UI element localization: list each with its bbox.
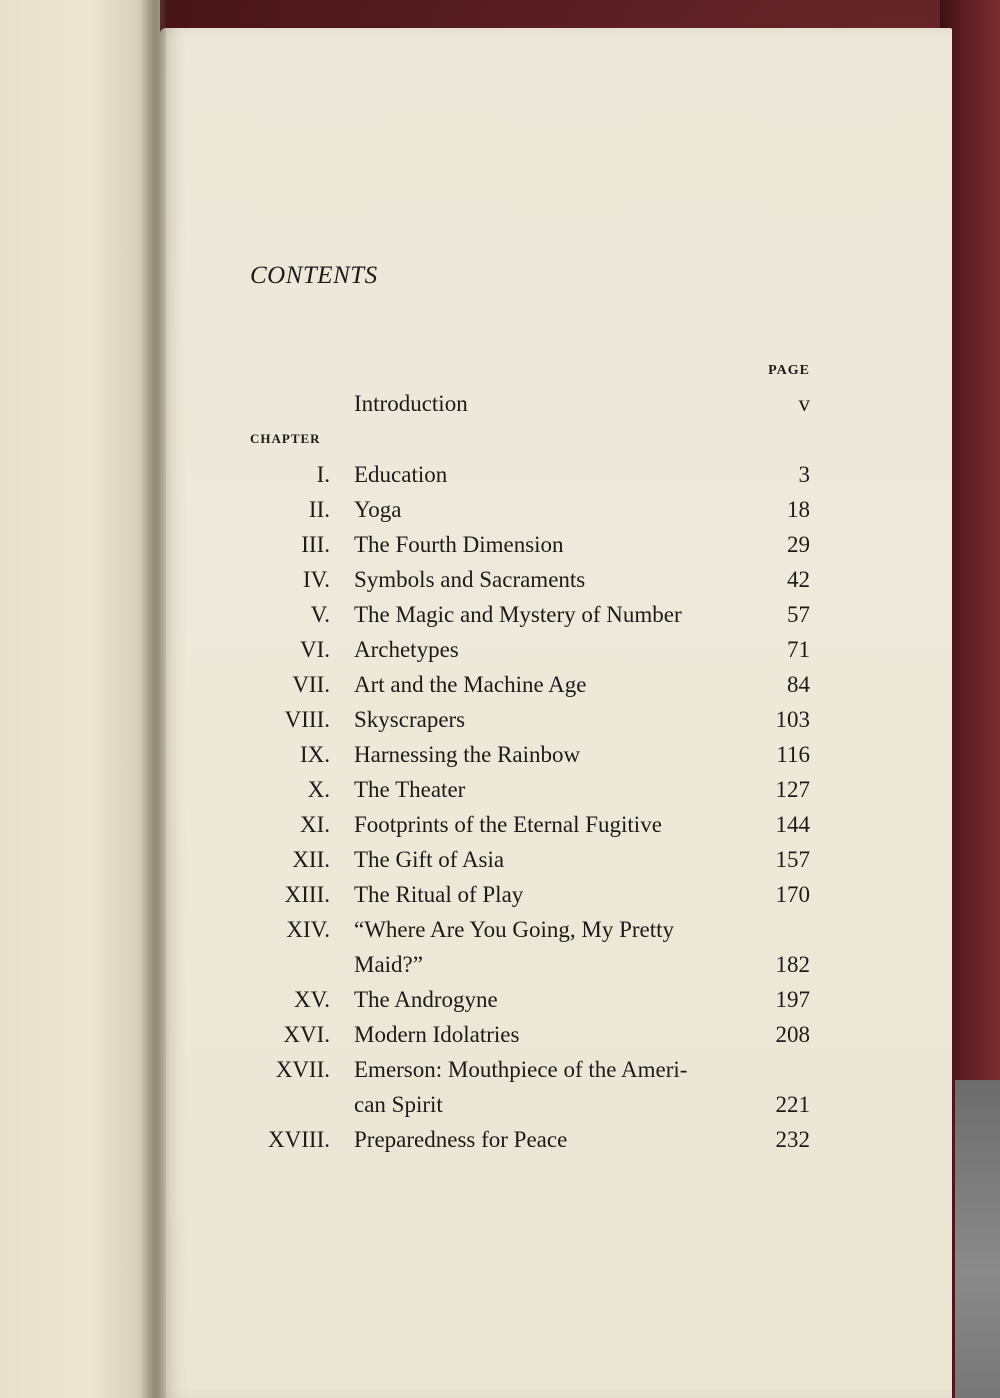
toc-entry	[250, 807, 810, 842]
toc-entry	[250, 912, 810, 947]
toc-entry-continuation	[250, 1087, 810, 1122]
toc-entry-continuation	[250, 947, 810, 982]
chapter-number: VI.	[299, 637, 330, 662]
toc-entry	[250, 982, 810, 1017]
page-number: 182	[775, 952, 810, 977]
toc-entry	[250, 386, 810, 421]
page-number: 208	[775, 1022, 810, 1047]
chapter-title: Emerson: Mouthpiece of the Ameri-	[354, 1057, 688, 1082]
page-number: 127	[775, 777, 810, 802]
page-number: 57	[787, 602, 810, 627]
toc-entry	[250, 737, 810, 772]
toc-entry	[250, 1122, 810, 1157]
page-number: 18	[787, 497, 810, 522]
chapter-title: The Androgyne	[354, 987, 498, 1012]
page-number: 103	[775, 707, 810, 732]
chapter-number: IV.	[302, 567, 330, 592]
chapter-number: XIII.	[284, 882, 330, 907]
toc-entry	[250, 877, 810, 912]
page-number: 197	[775, 987, 810, 1012]
toc-entry	[250, 457, 810, 492]
chapter-title: Maid?”	[354, 952, 423, 977]
toc-entry	[250, 1052, 810, 1087]
page-number: 42	[787, 567, 810, 592]
chapter-title: can Spirit	[354, 1092, 443, 1117]
chapter-title: Preparedness for Peace	[354, 1127, 568, 1152]
toc-entry	[250, 597, 810, 632]
chapter-title: Archetypes	[354, 637, 459, 662]
toc-entry	[250, 702, 810, 737]
page-number: 170	[775, 882, 810, 907]
page-column-label: PAGE	[768, 363, 810, 378]
page-number: 71	[787, 637, 810, 662]
toc-entry	[250, 1017, 810, 1052]
chapter-title: The Theater	[354, 777, 466, 802]
chapter-title: The Gift of Asia	[354, 847, 505, 872]
chapter-title: Skyscrapers	[354, 707, 466, 732]
toc-entry	[250, 562, 810, 597]
chapter-title: Harnessing the Rainbow	[354, 742, 581, 767]
page-number: 232	[775, 1127, 810, 1152]
chapter-number: IX.	[299, 742, 330, 767]
page-number: v	[798, 391, 810, 416]
chapter-number: XIV.	[286, 917, 330, 942]
page-number: 3	[798, 462, 810, 487]
chapter-title: Footprints of the Eternal Fugitive	[354, 812, 662, 837]
page-number: 221	[775, 1092, 810, 1117]
chapter-number: XII.	[292, 847, 330, 872]
chapter-title: Introduction	[354, 391, 468, 416]
chapter-number: VIII.	[284, 707, 330, 732]
contents-heading: CONTENTS	[250, 262, 378, 289]
chapter-title: Art and the Machine Age	[354, 672, 587, 697]
chapter-number: III.	[301, 532, 330, 557]
chapter-number: I.	[316, 462, 330, 487]
chapter-title: The Magic and Mystery of Number	[354, 602, 682, 627]
page-number: 116	[776, 742, 810, 767]
chapter-title: Yoga	[354, 497, 402, 522]
chapter-title: “Where Are You Going, My Pretty	[354, 917, 675, 942]
chapter-number: XVIII.	[268, 1127, 330, 1152]
chapter-number: X.	[307, 777, 330, 802]
chapter-title: The Ritual of Play	[354, 882, 524, 907]
page-number: 157	[775, 847, 810, 872]
chapter-column-label: CHAPTER	[250, 431, 321, 446]
page-number: 84	[787, 672, 810, 697]
chapter-number: XVII.	[275, 1057, 330, 1082]
chapter-number: XI.	[299, 812, 330, 837]
page-number: 29	[787, 532, 810, 557]
chapter-number: II.	[308, 497, 330, 522]
chapter-number: XV.	[293, 987, 330, 1012]
chapter-title: Education	[354, 462, 448, 487]
chapter-number: VII.	[292, 672, 330, 697]
chapter-title: Modern Idolatries	[354, 1022, 520, 1047]
toc-entry	[250, 632, 810, 667]
toc-entry	[250, 492, 810, 527]
chapter-number: V.	[310, 602, 330, 627]
toc-entry	[250, 842, 810, 877]
toc-entry	[250, 527, 810, 562]
chapter-number: XVI.	[283, 1022, 330, 1047]
page-number: 144	[775, 812, 810, 837]
chapter-title: The Fourth Dimension	[354, 532, 564, 557]
toc-entry	[250, 667, 810, 702]
chapter-title: Symbols and Sacraments	[354, 567, 586, 592]
toc-entry	[250, 772, 810, 807]
